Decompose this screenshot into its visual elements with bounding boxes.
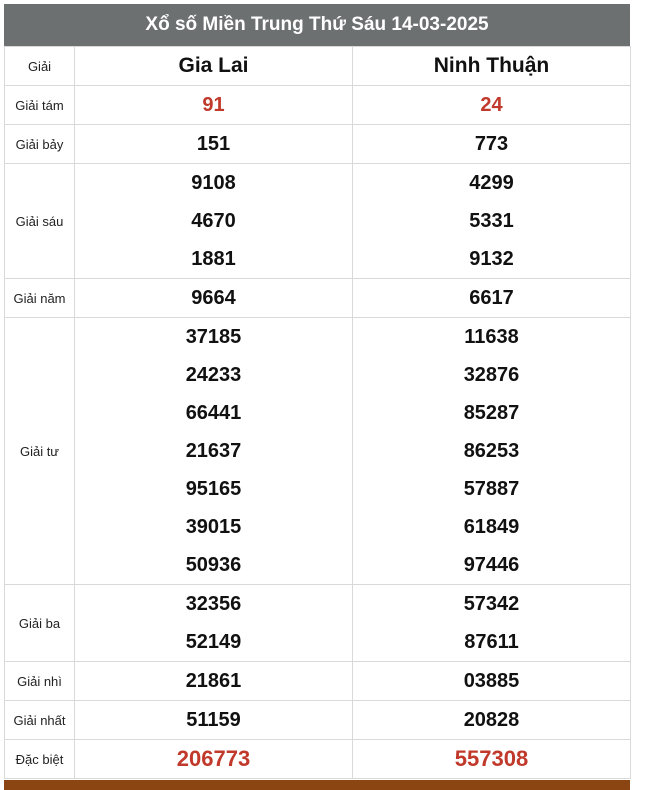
prize-number: 773 [474,133,509,155]
prize-seventh-ninh-thuan-cell [353,125,631,164]
prize-fourth-gia-lai-cell [75,318,353,585]
prize-eighth-label: Giải tám [5,86,75,125]
prize-fourth-ninh-thuan-cell [353,318,631,585]
prize-number: 9664 [191,287,236,309]
prize-number: 66441 [185,402,242,424]
prize-second-row [5,662,631,701]
prize-number: 39015 [185,516,242,538]
prize-third-gia-lai-cell [75,585,353,662]
prize-eighth-ninh-thuan-cell [353,86,631,125]
results-table [4,46,631,779]
prize-number: 95165 [185,478,242,500]
page-title: Xổ số Miền Trung Thứ Sáu 14-03-2025 [4,4,630,46]
prize-fifth-ninh-thuan-cell [353,279,631,318]
prize-number: 20828 [463,709,520,731]
prize-number: 61849 [463,516,520,538]
prize-first-label: Giải nhất [5,701,75,740]
prize-first-row [5,701,631,740]
prize-number: 4670 [191,210,236,232]
prize-number: 21861 [185,670,242,692]
prize-fourth-row [5,318,631,585]
prize-number: 5331 [469,210,514,232]
prize-first-gia-lai-cell [75,701,353,740]
prize-number: 4299 [469,172,514,194]
prize-number: 91 [202,94,225,116]
prize-number: 51159 [186,709,241,731]
prize-fourth-label: Giải tư [5,318,75,585]
prize-number: 85287 [463,402,520,424]
prize-number: 87611 [464,631,519,653]
prize-third-ninh-thuan-cell [353,585,631,662]
prize-number: 03885 [463,670,520,692]
province-gia-lai: Gia Lai [75,47,353,86]
prize-number: 9132 [469,248,514,270]
prize-number: 24233 [185,364,242,386]
prize-number: 50936 [185,554,242,576]
prize-seventh-row [5,125,631,164]
prize-fifth-row [5,279,631,318]
prize-number: 52149 [185,631,242,653]
prize-number: 57342 [463,593,520,615]
prize-eighth-row [5,86,631,125]
prize-second-label: Giải nhì [5,662,75,701]
prize-special-gia-lai-cell [75,740,353,779]
prize-number: 24 [480,94,503,116]
prize-fifth-label: Giải năm [5,279,75,318]
prize-special-ninh-thuan-cell [353,740,631,779]
prize-sixth-ninh-thuan-cell [353,164,631,279]
prize-number: 21637 [185,440,242,462]
prize-number: 151 [196,133,231,155]
prize-first-ninh-thuan-cell [353,701,631,740]
prize-number: 9108 [191,172,236,194]
prize-special-label: Đặc biệt [5,740,75,779]
prize-fifth-gia-lai-cell [75,279,353,318]
prize-number: 11638 [464,326,519,348]
prize-number: 557308 [454,746,529,771]
prize-number: 1881 [191,248,236,270]
prize-sixth-gia-lai-cell [75,164,353,279]
table-header-row [5,47,631,86]
province-ninh-thuan: Ninh Thuận [353,47,631,86]
prize-number: 206773 [176,746,251,771]
prize-second-gia-lai-cell [75,662,353,701]
prize-sixth-row [5,164,631,279]
prize-number: 86253 [463,440,520,462]
prize-sixth-label: Giải sáu [5,164,75,279]
prize-number: 37185 [185,326,242,348]
header-label: Giải [5,47,75,86]
prize-number: 6617 [469,287,514,309]
lottery-results-panel [4,4,630,790]
prize-seventh-gia-lai-cell [75,125,353,164]
prize-third-row [5,585,631,662]
prize-number: 97446 [463,554,520,576]
prize-number: 32876 [463,364,520,386]
prize-second-ninh-thuan-cell [353,662,631,701]
prize-special-row [5,740,631,779]
prize-eighth-gia-lai-cell [75,86,353,125]
prize-third-label: Giải ba [5,585,75,662]
prize-number: 32356 [185,593,242,615]
prize-seventh-label: Giải bảy [5,125,75,164]
prize-number: 57887 [463,478,520,500]
